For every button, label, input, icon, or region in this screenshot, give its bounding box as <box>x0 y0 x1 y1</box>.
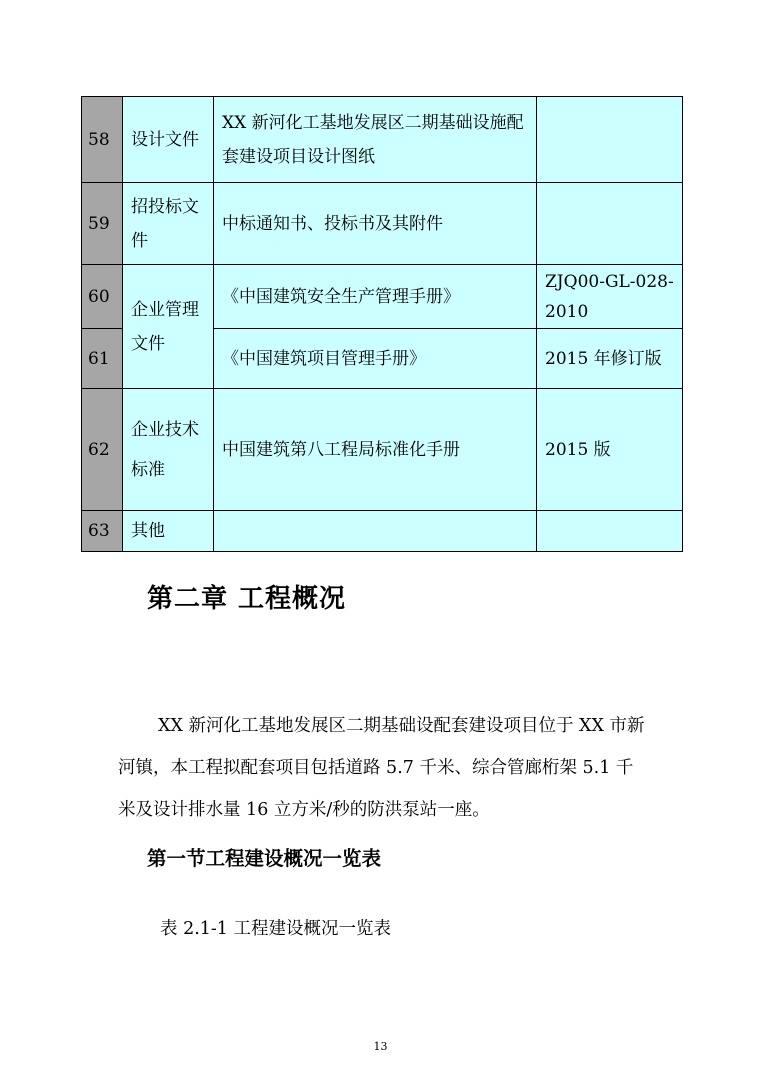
page-number: 13 <box>373 1040 388 1053</box>
intro-paragraph <box>118 705 648 831</box>
row-number: 61 <box>82 329 123 389</box>
row-category: 设计文件 <box>123 97 214 183</box>
section-title: 第一节工程建设概况一览表 <box>147 847 382 870</box>
table-row <box>82 511 683 552</box>
row-number: 63 <box>82 511 123 552</box>
row-number: 58 <box>82 97 123 183</box>
document-table <box>81 96 683 552</box>
row-number: 59 <box>82 183 123 265</box>
row-remark <box>537 183 683 265</box>
row-content: 中国建筑第八工程局标准化手册 <box>214 389 537 511</box>
row-category: 其他 <box>123 511 214 552</box>
intro-text: XX 新河化工基地发展区二期基础设配套建设项目位于 XX 市新河镇，本工程拟配套项目包括道路 5.7 千米、综合管廊桁架 5.1 千米及设计排水量 16 立方米/秒的防洪泵站一座。 <box>118 716 645 820</box>
row-content: XX 新河化工基地发展区二期基础设施配套建设项目设计图纸 <box>214 97 537 183</box>
row-remark: ZJQ00-GL-028-2010 <box>537 265 683 329</box>
row-category: 企业技术标准 <box>123 389 214 511</box>
row-remark: 2015 年修订版 <box>537 329 683 389</box>
row-number: 62 <box>82 389 123 511</box>
row-content: 中标通知书、投标书及其附件 <box>214 183 537 265</box>
row-number: 60 <box>82 265 123 329</box>
row-content <box>214 511 537 552</box>
row-remark <box>537 97 683 183</box>
table-caption: 表 2.1-1 工程建设概况一览表 <box>160 919 392 939</box>
chapter-title: 第二章 工程概况 <box>147 584 347 614</box>
table-row <box>82 97 683 183</box>
row-content: 《中国建筑项目管理手册》 <box>214 329 537 389</box>
row-remark <box>537 511 683 552</box>
row-category: 招投标文件 <box>123 183 214 265</box>
row-category: 企业管理文件 <box>123 265 214 389</box>
table-row <box>82 265 683 329</box>
table-row <box>82 183 683 265</box>
row-remark: 2015 版 <box>537 389 683 511</box>
row-content: 《中国建筑安全生产管理手册》 <box>214 265 537 329</box>
table-row <box>82 389 683 511</box>
